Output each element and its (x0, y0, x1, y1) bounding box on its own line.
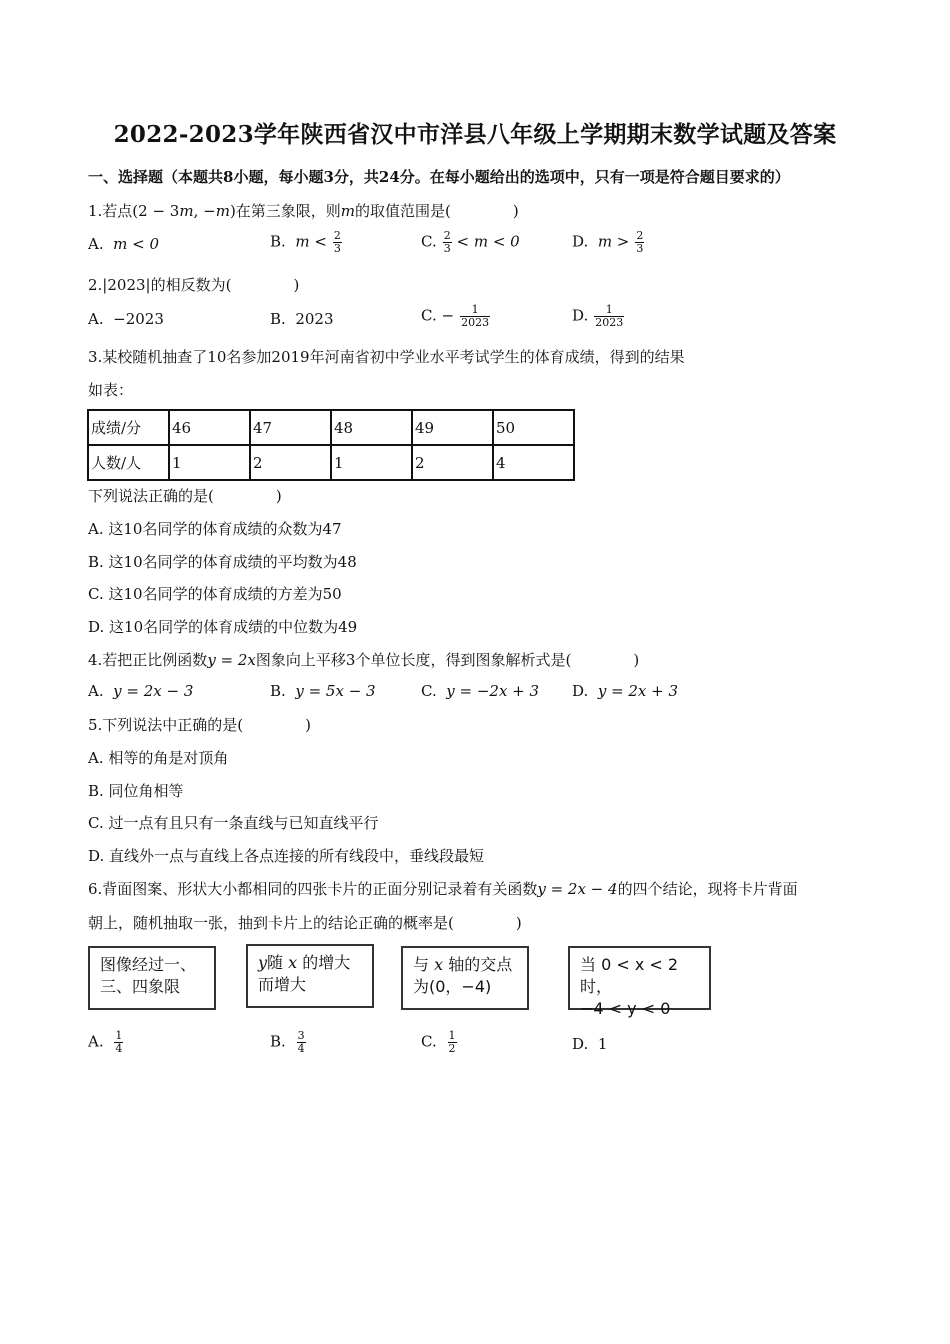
table-cell: 48 (331, 410, 412, 445)
card-1 (88, 946, 216, 1010)
q3-text: ) (275, 487, 282, 505)
option-label: C. (421, 1032, 437, 1051)
question-2-stem (88, 274, 299, 295)
q6-text: ) (515, 914, 522, 932)
question-1-stem (88, 200, 519, 221)
q2-option-b[interactable] (270, 310, 334, 328)
option-label: A. (88, 682, 104, 700)
table-cell: 46 (169, 410, 250, 445)
fraction: $\frac{3}{4}$ (297, 1029, 305, 1055)
card-3 (401, 946, 529, 1010)
card-text: 三、四象限 (100, 977, 181, 996)
q1-option-a[interactable] (88, 235, 159, 253)
fraction: $\frac{2}{3}$ (333, 229, 341, 255)
question-6-stem-cont (88, 912, 522, 933)
q2-text: 2.|2023|的相反数为( (88, 276, 232, 294)
q6-option-d[interactable] (572, 1035, 607, 1053)
card-text: 当 0 < x < 2 时， (580, 955, 679, 996)
table-cell: 47 (250, 410, 331, 445)
q6-formula: y = 2x − 4 (537, 880, 618, 898)
card-2 (246, 944, 374, 1008)
card-text: 与 x 轴的交点 (413, 955, 513, 974)
table-cell: 人数/人 (88, 445, 169, 480)
q1-option-d[interactable] (572, 230, 644, 255)
q1-option-c[interactable] (421, 230, 520, 255)
q1-option-b[interactable] (270, 230, 342, 255)
card-text: 为(0，−4) (413, 977, 492, 996)
table-cell: 4 (493, 445, 574, 480)
q5-text: ) (305, 716, 312, 734)
option-text: y = 5x − 3 (295, 682, 376, 700)
q3-option-b[interactable]: B. 这10名同学的体育成绩的平均数为48 (88, 553, 357, 571)
q4-option-d[interactable] (572, 682, 678, 700)
table-cell: 2 (250, 445, 331, 480)
q1-text: 的取值范围是( (355, 202, 451, 220)
q1-text: , − (193, 202, 216, 220)
fraction: $\frac{1}{2023}$ (595, 303, 624, 329)
page-title: 2022-2023学年陕西省汉中市洋县八年级上学期期末数学试题及答案 (113, 121, 837, 148)
q6-option-b[interactable] (270, 1030, 306, 1055)
table-cell: 1 (169, 445, 250, 480)
q2-option-c[interactable] (421, 304, 490, 329)
option-label: B. (270, 1032, 286, 1051)
q6-option-c[interactable] (421, 1030, 457, 1055)
section-heading: 一、选择题（本题共8小题，每小题3分，共24分。在每小题给出的选项中，只有一项是符合题目要求的） (88, 168, 790, 186)
q1-text: )在第三象限，则 (229, 202, 341, 220)
q2-text: ) (293, 276, 300, 294)
q4-text: 4.若把正比例函数 (88, 651, 208, 669)
option-label: D. (572, 232, 589, 251)
fraction: $\frac{2}{3}$ (443, 229, 451, 255)
q5-option-c[interactable]: C. 过一点有且只有一条直线与已知直线平行 (88, 814, 379, 832)
card-text: 而增大 (258, 975, 307, 994)
option-label: D. (572, 682, 589, 700)
option-label: B. (270, 682, 286, 700)
q3-option-a[interactable]: A. 这10名同学的体育成绩的众数为47 (88, 520, 342, 538)
table-row (88, 410, 574, 445)
option-label: A. (88, 1032, 104, 1051)
option-label: A. (88, 235, 104, 253)
option-text: m < 0 (113, 235, 160, 253)
option-label: C. (421, 232, 437, 251)
option-label: D. (572, 1035, 589, 1053)
table-row (88, 445, 574, 480)
table-cell: 2 (412, 445, 493, 480)
q4-text: 图象向上平移3个单位长度，得到图象解析式是( (255, 651, 572, 669)
q5-option-d[interactable]: D. 直线外一点与直线上各点连接的所有线段中，垂线段最短 (88, 847, 485, 865)
option-label: B. (270, 310, 286, 328)
q4-option-c[interactable] (421, 682, 539, 700)
table-cell: 50 (493, 410, 574, 445)
option-label: A. (88, 310, 104, 328)
option-label: C. (421, 682, 437, 700)
q3-option-d[interactable]: D. 这10名同学的体育成绩的中位数为49 (88, 618, 358, 636)
table-cell: 49 (412, 410, 493, 445)
q4-formula: y = 2x (207, 651, 256, 669)
card-text: −4 < y < 0 (580, 999, 671, 1018)
option-text: y = 2x − 3 (113, 682, 194, 700)
question-6-stem (88, 878, 798, 899)
q3-option-c[interactable]: C. 这10名同学的体育成绩的方差为50 (88, 585, 342, 603)
fraction: $\frac{1}{4}$ (115, 1029, 123, 1055)
q1-text: ) (512, 202, 519, 220)
table-cell: 成绩/分 (88, 410, 169, 445)
option-label: B. (270, 232, 286, 251)
option-text: m < (295, 232, 327, 251)
table-cell: 1 (331, 445, 412, 480)
option-label: D. (572, 306, 589, 325)
question-3-ask (88, 485, 282, 506)
question-3-stem-cont: 如表： (88, 381, 134, 399)
option-label: C. (421, 306, 437, 325)
option-text: m > (597, 232, 630, 251)
q6-text: 的四个结论，现将卡片背面 (617, 880, 798, 898)
q5-option-a[interactable]: A. 相等的角是对顶角 (88, 749, 229, 767)
question-3-stem: 3.某校随机抽查了10名参加2019年河南省初中学业水平考试学生的体育成绩，得到的结果 (88, 348, 685, 366)
fraction: $\frac{2}{3}$ (636, 229, 644, 255)
q4-option-a[interactable] (88, 682, 193, 700)
q6-text: 朝上，随机抽取一张，抽到卡片上的结论正确的概率是( (88, 914, 454, 932)
fraction: $\frac{1}{2023}$ (461, 303, 490, 329)
card-text: y随 x 的增大 (258, 953, 351, 972)
q6-text: 6.背面图案、形状大小都相同的四张卡片的正面分别记录着有关函数 (88, 880, 538, 898)
option-text: y = −2x + 3 (446, 682, 540, 700)
option-text: < m < 0 (456, 232, 520, 251)
option-text: 1 (597, 1035, 608, 1053)
q1-text: 1.若点(2 − 3 (88, 202, 180, 220)
fraction: $\frac{1}{2}$ (448, 1029, 456, 1055)
score-table (87, 409, 575, 481)
q5-option-b[interactable]: B. 同位角相等 (88, 782, 184, 800)
q3-text: 下列说法正确的是( (88, 487, 214, 505)
q1-var: m (215, 202, 230, 220)
q4-option-b[interactable] (270, 682, 376, 700)
card-text: 图像经过一、 (100, 955, 197, 974)
question-5-stem (88, 714, 311, 735)
minus-sign: − (441, 306, 455, 325)
option-text: 2023 (295, 310, 334, 328)
q4-text: ) (633, 651, 640, 669)
q5-text: 5.下列说法中正确的是( (88, 716, 244, 734)
q1-var: m (340, 202, 356, 220)
q1-var: m (179, 202, 194, 220)
card-4 (568, 946, 711, 1018)
question-4-stem (88, 649, 639, 670)
option-text: y = 2x + 3 (597, 682, 679, 700)
q6-option-a[interactable] (88, 1030, 123, 1055)
q2-option-a[interactable] (88, 310, 164, 328)
q2-option-d[interactable] (572, 304, 624, 329)
option-text: −2023 (113, 310, 164, 328)
